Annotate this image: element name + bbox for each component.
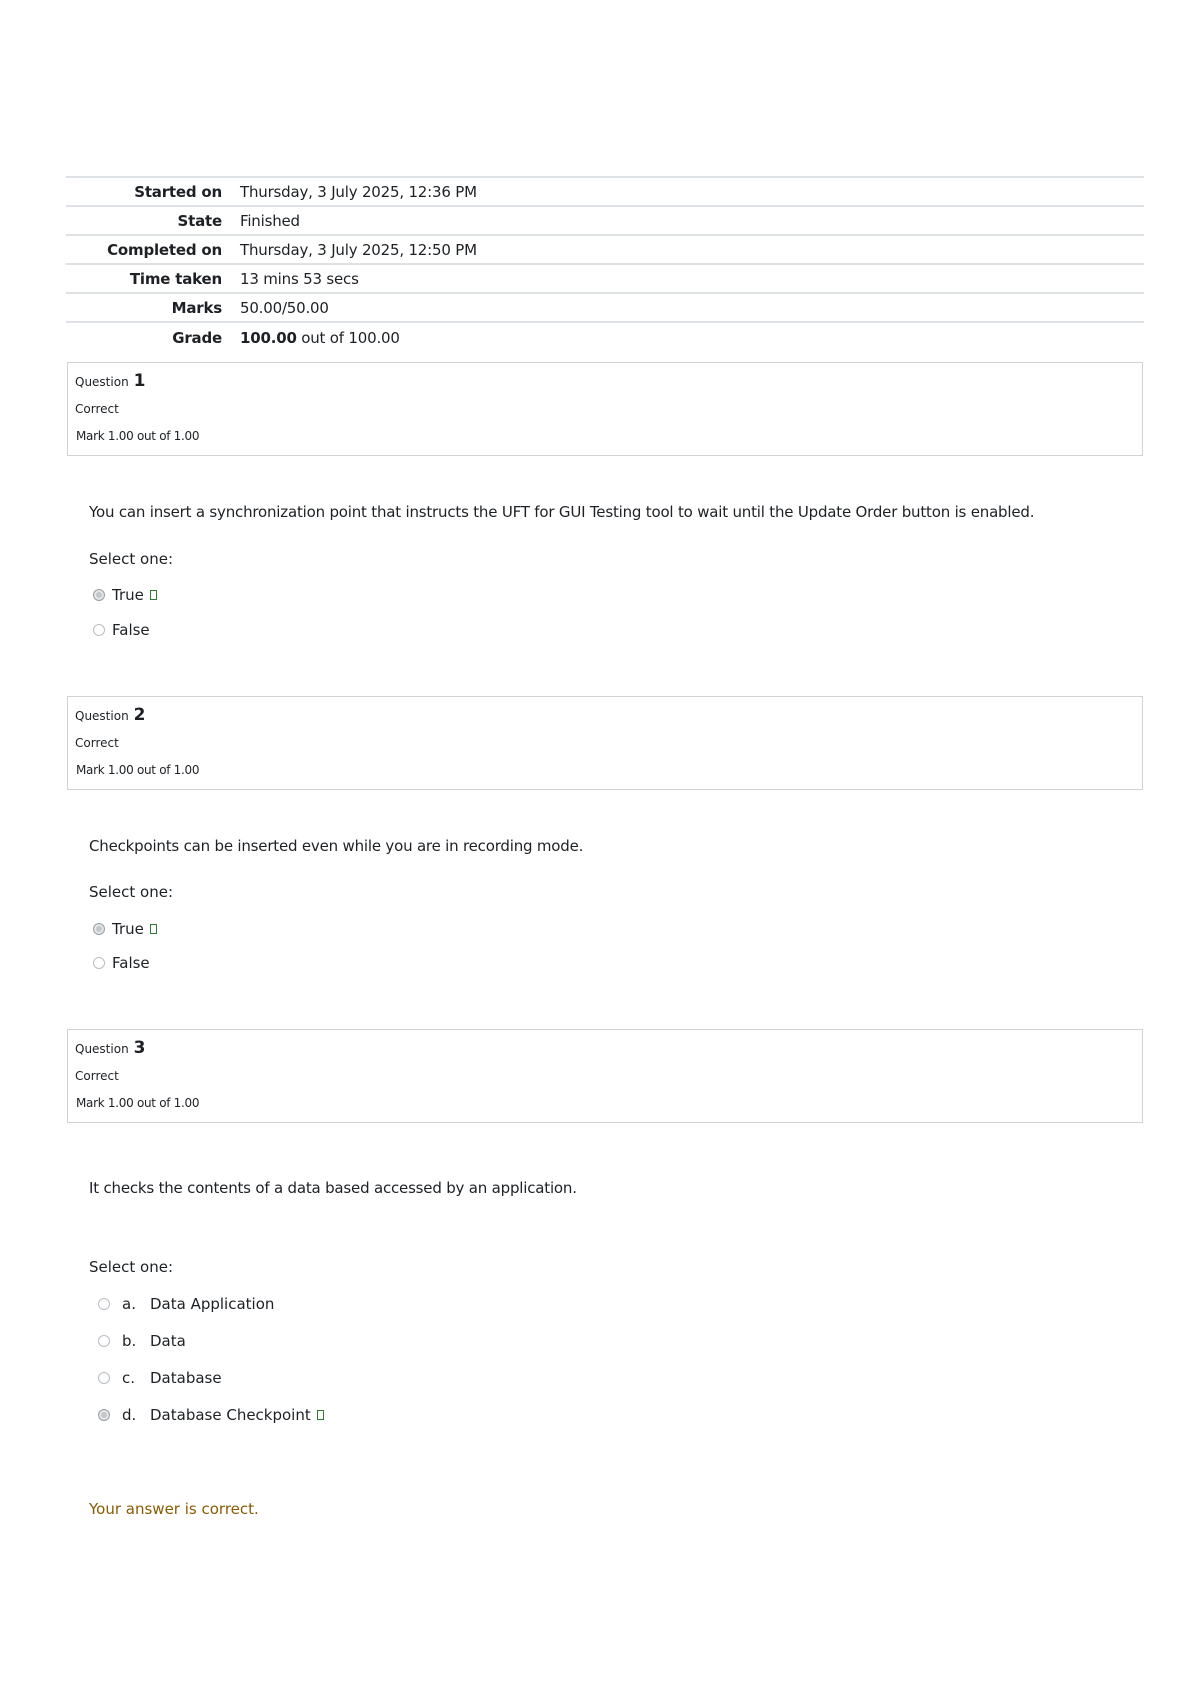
question-state: Correct [75, 1069, 119, 1083]
question-text: It checks the contents of a data based accessed by an application. [89, 1179, 577, 1197]
summary-value: Thursday, 3 July 2025, 12:36 PM [240, 182, 477, 201]
question-number: Question 3 [75, 1038, 146, 1058]
answer-option-c[interactable] [98, 1369, 222, 1387]
option-label: Data Application [150, 1295, 275, 1313]
correct-icon [150, 590, 157, 600]
question-state: Correct [75, 402, 119, 416]
radio-button[interactable] [98, 1298, 110, 1310]
option-label: False [112, 954, 150, 972]
question-text: You can insert a synchronization point that instructs the UFT for GUI Testing tool to wait until the Update Order button is enabled. [89, 503, 1035, 521]
grade-out-of: out of 100.00 [296, 329, 400, 347]
radio-button[interactable] [98, 1409, 110, 1421]
question-grade: Mark 1.00 out of 1.00 [76, 1096, 200, 1110]
question-info-box [67, 362, 1143, 456]
option-letter: a. [122, 1295, 136, 1313]
correct-icon [150, 924, 157, 934]
option-label: False [112, 621, 150, 639]
question-number: Question 2 [75, 705, 146, 725]
option-label: True [112, 920, 144, 938]
answer-option-true[interactable] [93, 920, 157, 938]
question-state: Correct [75, 736, 119, 750]
answer-option-false[interactable] [93, 621, 150, 639]
question-number: Question 1 [75, 371, 146, 391]
attempt-summary-table [66, 176, 1144, 353]
summary-value: 50.00/50.00 [240, 298, 329, 317]
summary-value [240, 329, 400, 347]
question-text: Checkpoints can be inserted even while you are in recording mode. [89, 837, 584, 855]
question-grade: Mark 1.00 out of 1.00 [76, 763, 200, 777]
select-one-prompt: Select one: [89, 1258, 174, 1276]
radio-button[interactable] [93, 624, 105, 636]
answer-option-d[interactable] [98, 1406, 324, 1424]
summary-row-grade [66, 321, 1144, 353]
radio-button[interactable] [93, 957, 105, 969]
question-grade: Mark 1.00 out of 1.00 [76, 429, 200, 443]
answer-option-b[interactable] [98, 1332, 186, 1350]
answer-feedback: Your answer is correct. [89, 1500, 259, 1518]
option-label: Database Checkpoint [150, 1406, 311, 1424]
radio-button[interactable] [98, 1335, 110, 1347]
radio-button[interactable] [93, 923, 105, 935]
summary-row-state [66, 205, 1144, 234]
summary-row-started [66, 176, 1144, 205]
question-info-box [67, 696, 1143, 790]
answer-option-a[interactable] [98, 1295, 274, 1313]
summary-row-completed [66, 234, 1144, 263]
summary-row-marks [66, 292, 1144, 321]
question-info-box [67, 1029, 1143, 1123]
summary-label: Marks [171, 298, 222, 317]
radio-button[interactable] [98, 1372, 110, 1384]
radio-button[interactable] [93, 589, 105, 601]
select-one-prompt: Select one: [89, 550, 174, 568]
summary-label: Grade [172, 329, 222, 347]
summary-row-time-taken [66, 263, 1144, 292]
select-one-prompt: Select one: [89, 883, 174, 901]
answer-option-true[interactable] [93, 586, 157, 604]
summary-value: 13 mins 53 secs [240, 269, 359, 288]
option-label: Data [150, 1332, 186, 1350]
option-letter: b. [122, 1332, 137, 1350]
summary-label: Completed on [107, 240, 222, 259]
option-letter: c. [122, 1369, 136, 1387]
answer-option-false[interactable] [93, 954, 150, 972]
summary-value: Thursday, 3 July 2025, 12:50 PM [240, 240, 477, 259]
option-label: True [112, 586, 144, 604]
correct-icon [317, 1410, 324, 1420]
option-label: Database [150, 1369, 222, 1387]
summary-value: Finished [240, 211, 300, 230]
summary-label: Time taken [129, 269, 222, 288]
option-letter: d. [122, 1406, 137, 1424]
summary-label: Started on [134, 182, 222, 201]
summary-label: State [177, 211, 222, 230]
grade-value: 100.00 [240, 329, 297, 347]
